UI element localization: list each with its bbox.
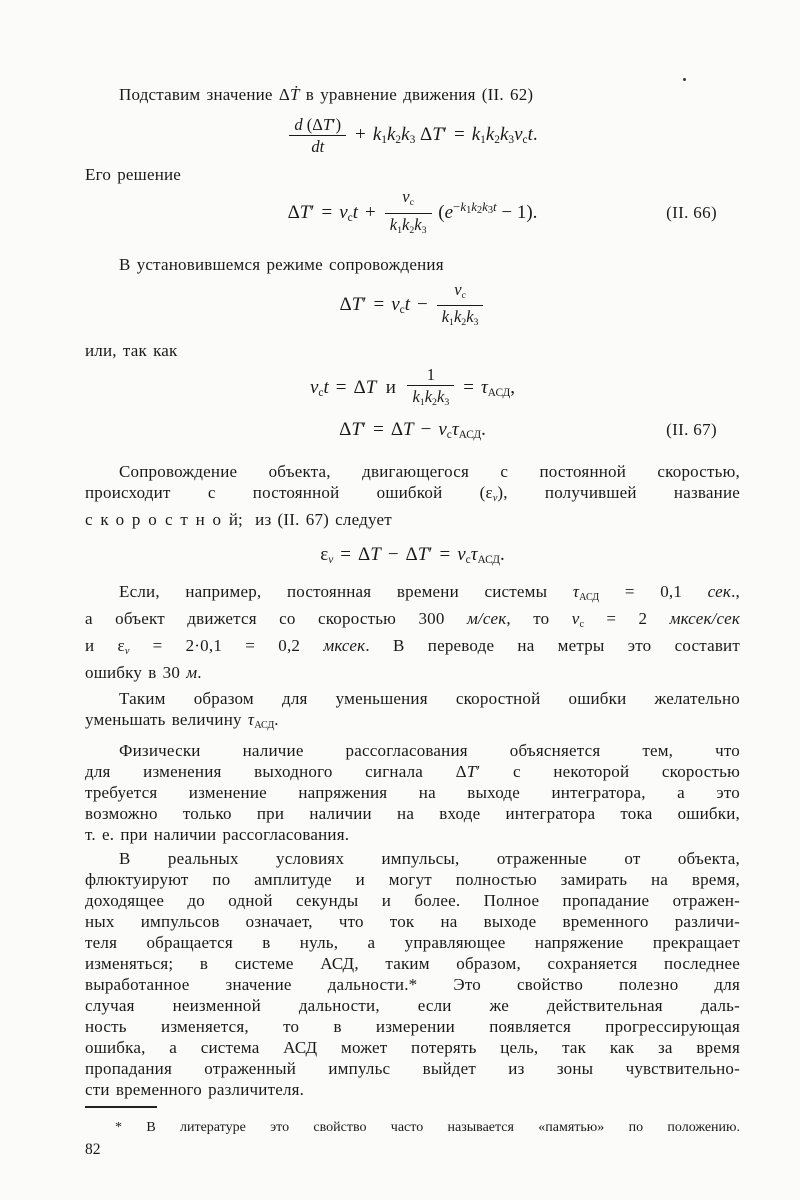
text-line: пропадания отраженный импульс выйдет из зоны чувствительно- [85, 1058, 740, 1078]
text-line: В установившемся режиме сопровождения [119, 254, 444, 274]
text-line: происходит с постоянной ошибкой $(\varepsilon_v)$, получившей название [85, 483, 740, 504]
text-line: уменьшать величину $\tau_{АСД}$. [85, 709, 279, 731]
text-line: Подставим значение ΔṪ в уравнение движения (II. 62) [119, 85, 534, 104]
paragraph-substitute [85, 84, 740, 105]
equation-tau-body: $v_сt = \Delta T$ и $\frac{1}{k_1k_2k_3}$ = $\tau_{АСД}$, [309, 365, 515, 408]
text-line: и $\varepsilon_v = 2\cdot 0,1 = 0,2$ мксек. В переводе на метры это составит [85, 635, 740, 657]
text-line: ошибка, а система АСД может потерять цель, так как за время [85, 1037, 740, 1057]
equation-67 [85, 417, 740, 443]
equation-error-body: $\varepsilon_v = \Delta T - \Delta T' = v_с\tau_{АСД}$. [320, 543, 505, 567]
equation-label-66: (II. 66) [666, 203, 717, 223]
equation-67-body: $\Delta T' = \Delta T - v_с\tau_{АСД}$. [339, 418, 486, 442]
equation-error [85, 542, 740, 568]
book-page [85, 84, 740, 1159]
page-number: 82 [85, 1140, 101, 1158]
footnote: * В литературе это свойство часто называется «памятью» по положению. [115, 1119, 740, 1135]
footnote-rule [85, 1106, 157, 1108]
text-line: т. е. при наличии рассогласования. [85, 824, 350, 844]
equation-motion [85, 115, 740, 156]
equation-tau [85, 365, 740, 412]
equation-motion-body: $\frac{d (\Delta T')}{dt}$ + $k_1k_2k_3$ $\Delta T' = k_1k_2k_3v_сt$. [287, 124, 537, 145]
text-line: случая неизменной дальности, если же действительная даль- [85, 995, 740, 1015]
text-line: возможно только при наличии на входе интегратора тока ошибки, [85, 803, 740, 823]
paragraph-example [85, 581, 740, 683]
text-line: или, так как [85, 341, 178, 361]
paragraph-tracking [85, 461, 740, 530]
paragraph-physical [85, 740, 740, 845]
text-line: флюктуируют по амплитуде и могут полностью замирать на время, [85, 869, 740, 889]
equation-label-67: (II. 67) [666, 419, 717, 439]
paragraph-steady [85, 254, 740, 275]
lead-or [85, 340, 740, 361]
text-line: Если, например, постоянная времени системы $\tau_{АСД} = 0,1$ сек., [119, 582, 740, 603]
text-line: Физически наличие рассогласования объясняется тем, что [119, 740, 740, 760]
text-line: В реальных условиях импульсы, отраженные от объекта, [119, 848, 740, 868]
text-line: Сопровождение объекта, двигающегося с постоянной скоростью, [119, 462, 740, 482]
text-line: ных импульсов означает, что ток на выходе временного различи- [85, 911, 740, 931]
equation-steady [85, 280, 740, 333]
lead-solution [85, 164, 740, 185]
text-line: требуется изменение напряжения на выходе интегратора, а это [85, 782, 740, 802]
paragraph-real [85, 848, 740, 1100]
text-line: ошибку в 30 м. [85, 662, 202, 682]
text-line: сти временного различителя. [85, 1079, 305, 1099]
text-line: доходящее до одной секунды и более. Полное пропадание отражен- [85, 890, 740, 910]
equation-steady-body: $\Delta T' = v_сt$ − $\frac{v_с}{k_1k_2k_3}$ [340, 294, 486, 315]
equation-66 [85, 187, 740, 240]
text-line: для изменения выходного сигнала ΔT′ с некоторой скоростью [85, 761, 741, 781]
text-line: а объект движется со скоростью 300 м/сек, то $v_с = 2$ мксек/сек [85, 608, 740, 630]
scan-speck [683, 78, 686, 81]
text-line: выработанное значение дальности.* Это свойство полезно для [85, 974, 740, 994]
text-line: ность изменяется, то в измерении появляется прогрессирующая [85, 1016, 740, 1036]
paragraph-thus [85, 688, 740, 736]
text-line: Его решение [85, 165, 182, 184]
text-line: скоростной; из (II. 67) следует [85, 509, 392, 529]
text-line: теля обращается в нуль, а управляющее напряжение прекращает [85, 932, 740, 952]
text-line: изменяться; в системе АСД, таким образом, сохраняется последнее [85, 953, 740, 973]
text-line: Таким образом для уменьшения скоростной ошибки желательно [119, 688, 740, 708]
equation-66-body: $\Delta T' = v_сt$ + $\frac{v_с}{k_1k_2k_3}$ $(e^{-k_1k_2k_3t} - 1)$. [287, 187, 538, 236]
